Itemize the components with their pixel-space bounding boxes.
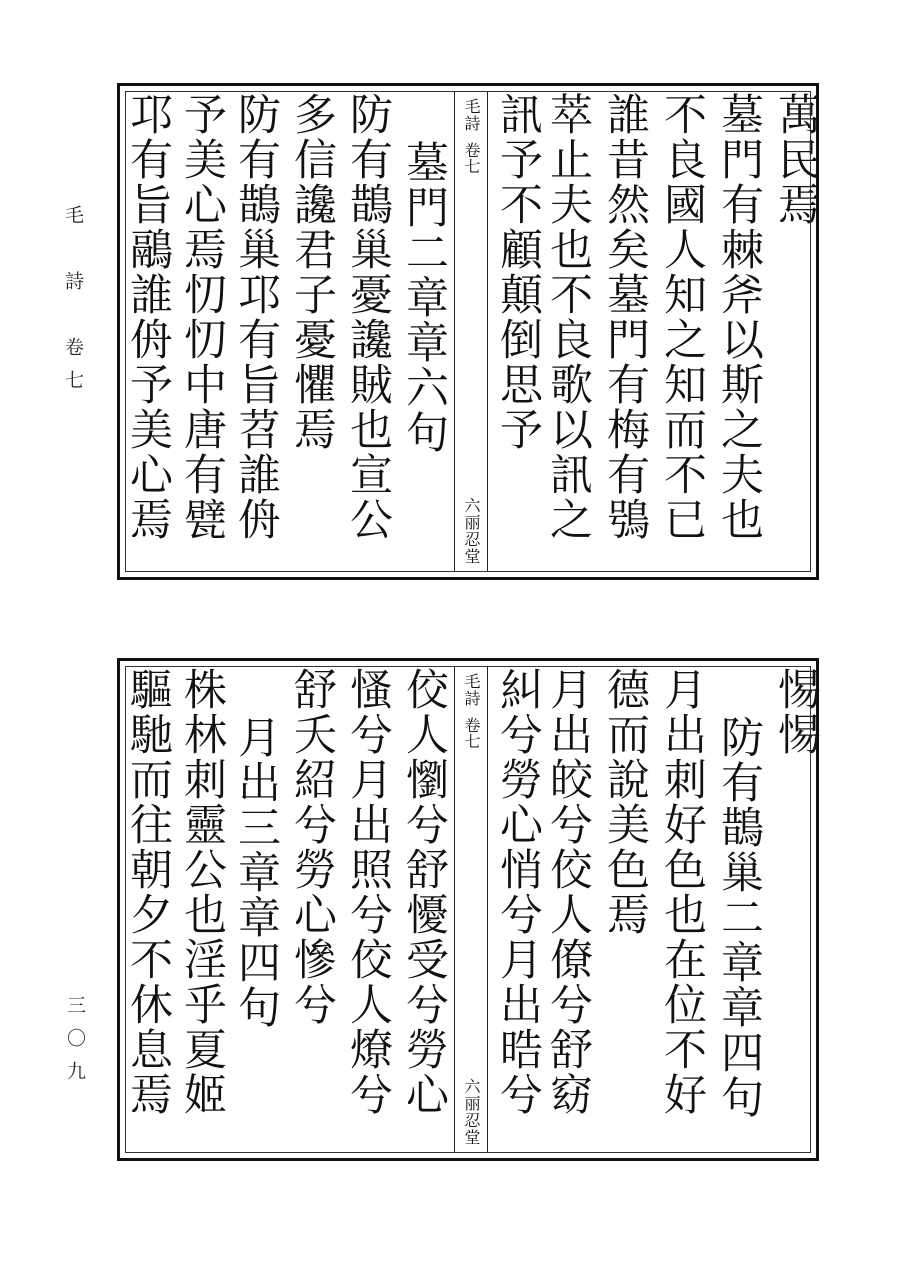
center-strip	[454, 92, 488, 571]
text-column: 德而說美色焉	[600, 667, 650, 937]
top-page-panel	[117, 83, 819, 580]
strip-book-title: 毛詩	[462, 98, 481, 132]
text-column: 防有鵲巢邛有旨苕誰侜	[231, 92, 281, 542]
chapter-note-column: 月出三章章四句	[231, 715, 281, 1030]
text-column: 予美心焉忉忉中唐有甓	[177, 92, 227, 542]
text-column: 驅馳而往朝夕不休息焉	[123, 667, 173, 1117]
text-column: 不良國人知之知而不已	[657, 92, 707, 542]
text-column: 月出皎兮佼人僚兮舒窈	[543, 667, 593, 1117]
text-column: 株林刺靈公也淫乎夏姬	[177, 667, 227, 1117]
bottom-page-panel	[117, 658, 819, 1161]
center-strip	[454, 667, 488, 1152]
text-column: 惕惕	[771, 667, 821, 757]
strip-hall-name: 六丽忍堂	[462, 1078, 481, 1146]
text-column: 舒夭紹兮勞心慘兮	[287, 667, 337, 1027]
chapter-note-column: 墓門二章章六句	[399, 140, 449, 455]
strip-volume: 卷七	[462, 142, 481, 174]
text-column: 邛有旨鷊誰侜予美心焉	[123, 92, 173, 542]
page-number: 三〇九	[64, 995, 86, 1094]
text-column: 訊予不顧顛倒思予	[493, 92, 543, 452]
book-title: 毛 詩 卷七	[62, 205, 84, 403]
text-column: 佼人懰兮舒懮受兮勞心	[399, 667, 449, 1117]
text-column: 萃止夫也不良歌以訊之	[543, 92, 593, 542]
text-column: 墓門有棘斧以斯之夫也	[714, 92, 764, 542]
text-column: 月出刺好色也在位不好	[657, 667, 707, 1117]
text-column: 誰昔然矣墓門有梅有鴞	[600, 92, 650, 542]
strip-hall-name: 六丽忍堂	[462, 497, 481, 565]
text-column: 糾兮勞心悄兮月出晧兮	[493, 667, 543, 1117]
text-column: 防有鵲巢憂讒賊也宣公	[343, 92, 393, 542]
text-column: 慅兮月出照兮佼人燎兮	[343, 667, 393, 1117]
chapter-note-column: 防有鵲巢二章章四句	[714, 715, 764, 1120]
text-column: 萬民焉	[771, 92, 821, 227]
strip-volume: 卷七	[462, 717, 481, 749]
strip-book-title: 毛詩	[462, 673, 481, 707]
text-column: 多信讒君子憂懼焉	[287, 92, 337, 452]
